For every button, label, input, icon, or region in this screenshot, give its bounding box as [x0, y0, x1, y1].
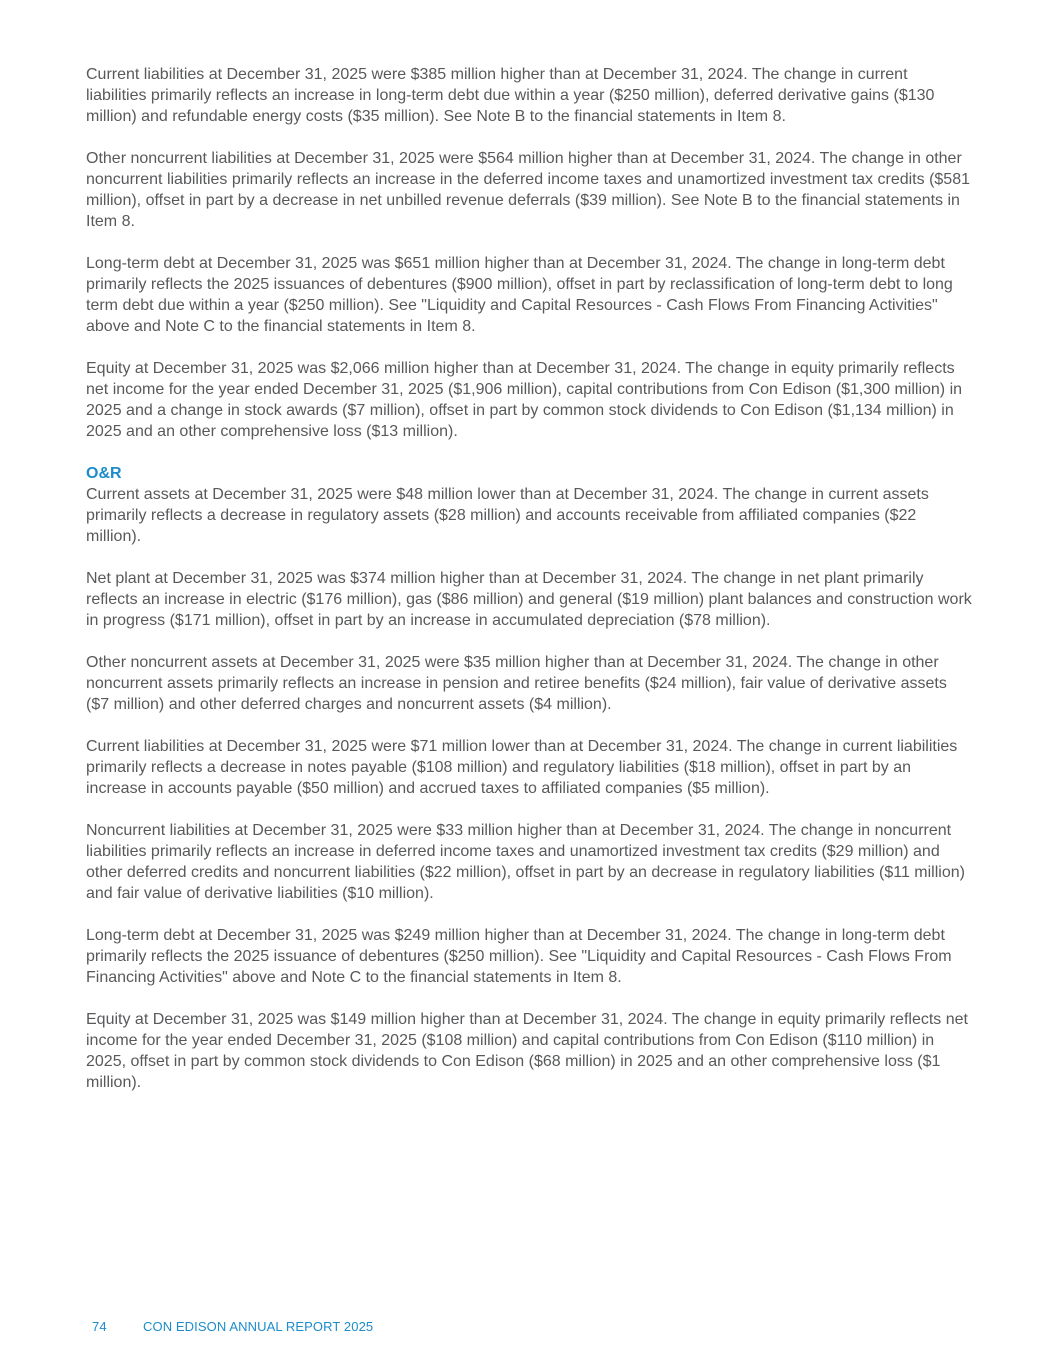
paragraph-or-equity: Equity at December 31, 2025 was $149 million higher than at December 31, 2024. The change in equity primarily reflects net income for the year ended December 31, 2025 ($108 million) and capital contributions from Con Edison ($110 million) in 2025, offset in part by common stock dividends to Con Edison ($68 million) in 2025 and an other comprehensive loss ($1 million). — [86, 1011, 968, 1091]
paragraph-or-net-plant: Net plant at December 31, 2025 was $374 million higher than at December 31, 2024. The change in net plant primarily reflects an increase in electric ($176 million), gas ($86 million) and general ($19 million) plant balances and construction work in progress ($171 million), offset in part by an increase in accumulated depreciation ($78 million). — [86, 570, 972, 629]
paragraph-or-long-term-debt: Long-term debt at December 31, 2025 was $249 million higher than at December 31, 2024. The change in long-term debt primarily reflects the 2025 issuance of debentures ($250 million). See "Liquidity and Capital Resources - Cash Flows From Financing Activities" above and Note C to the financial statements in Item 8. — [86, 927, 952, 986]
paragraph-or-current-liabilities: Current liabilities at December 31, 2025 were $71 million lower than at December 31, 2024. The change in current liabilities primarily reflects a decrease in notes payable ($108 million) and regulatory liabilities ($18 million), offset in part by an increase in accounts payable ($50 million) and accrued taxes to affiliated companies ($5 million). — [86, 738, 958, 797]
paragraph-cecony-other-noncurrent-liabilities: Other noncurrent liabilities at December 31, 2025 were $564 million higher than at December 31, 2024. The change in other noncurrent liabilities primarily reflects an increase in the deferred income taxes and unamortized investment tax credits ($581 million), offset in part by a decrease in net unbilled revenue deferrals ($39 million). See Note B to the financial statements in Item 8. — [86, 150, 970, 230]
report-title: CON EDISON ANNUAL REPORT 2025 — [143, 1319, 374, 1334]
document-body — [86, 64, 972, 1114]
paragraph-or-current-assets: Current assets at December 31, 2025 were $48 million lower than at December 31, 2024. The change in current assets primarily reflects a decrease in regulatory assets ($28 million) and accounts receivable from affiliated companies ($22 million). — [86, 486, 929, 545]
section-heading-or: O&R — [86, 465, 122, 482]
paragraph-or-other-noncurrent-assets: Other noncurrent assets at December 31, 2025 were $35 million higher than at December 31, 2024. The change in other noncurrent assets primarily reflects an increase in pension and retiree benefits ($24 million), fair value of derivative assets ($7 million) and other deferred charges and noncurrent assets ($4 million). — [86, 654, 947, 713]
paragraph-cecony-long-term-debt: Long-term debt at December 31, 2025 was $651 million higher than at December 31, 2024. The change in long-term debt primarily reflects the 2025 issuances of debentures ($900 million), offset in part by reclassification of long-term debt to long term debt due within a year ($250 million). See "Liquidity and Capital Resources - Cash Flows From Financing Activities" above and Note C to the financial statements in Item 8. — [86, 255, 953, 335]
page-footer — [92, 1319, 373, 1335]
paragraph-cecony-equity: Equity at December 31, 2025 was $2,066 million higher than at December 31, 2024. The change in equity primarily reflects net income for the year ended December 31, 2025 ($1,906 million), capital contributions from Con Edison ($1,300 million) in 2025 and a change in stock awards ($7 million), offset in part by common stock dividends to Con Edison ($1,134 million) in 2025 and an other comprehensive loss ($13 million). — [86, 360, 963, 440]
paragraph-cecony-current-liabilities: Current liabilities at December 31, 2025 were $385 million higher than at December 31, 2024. The change in current liabilities primarily reflects an increase in long-term debt due within a year ($250 million), deferred derivative gains ($130 million) and refundable energy costs ($35 million). See Note B to the financial statements in Item 8. — [86, 66, 935, 125]
paragraph-or-noncurrent-liabilities: Noncurrent liabilities at December 31, 2025 were $33 million higher than at December 31, 2024. The change in noncurrent liabilities primarily reflects an increase in deferred income taxes and unamortized investment tax credits ($29 million) and other deferred credits and noncurrent liabilities ($22 million), offset in part by an decrease in regulatory liabilities ($11 million) and fair value of derivative liabilities ($10 million). — [86, 822, 965, 902]
page-number: 74 — [92, 1319, 107, 1334]
